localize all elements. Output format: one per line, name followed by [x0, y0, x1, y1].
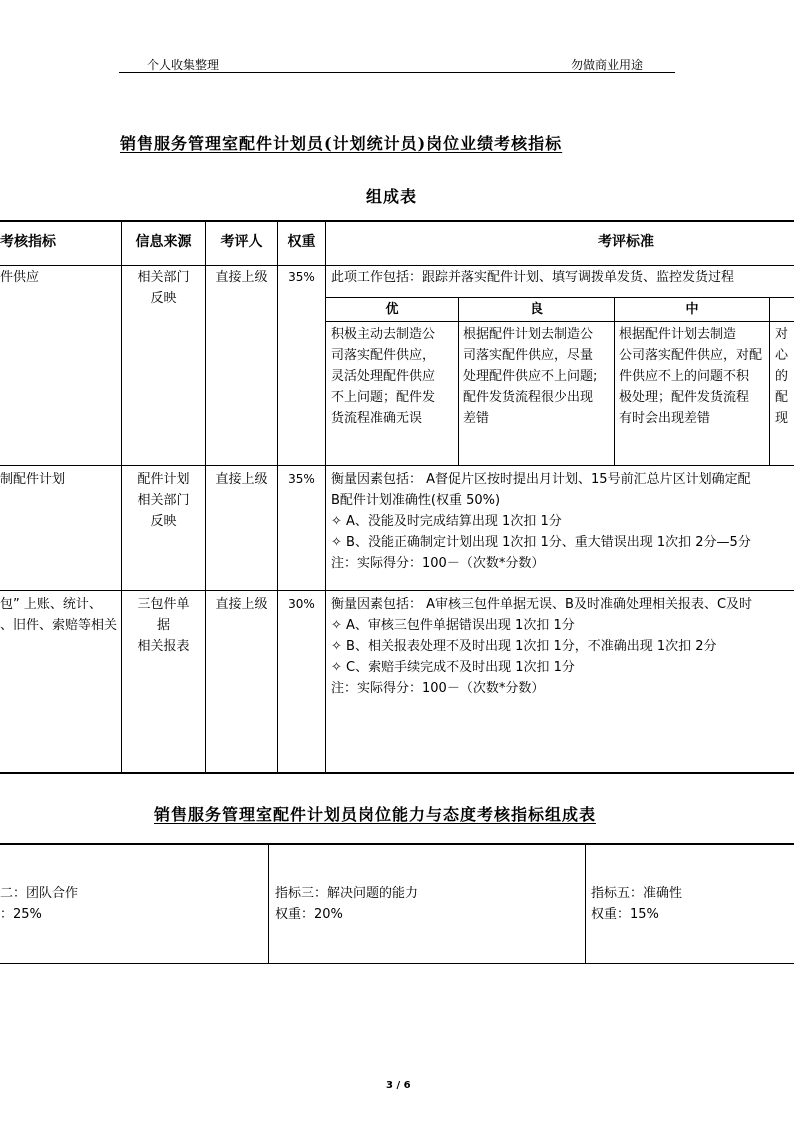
- grade-liang: 良: [529, 302, 543, 317]
- cha-text-1: 对: [775, 327, 789, 342]
- row2-indicator: 制配件计划: [0, 472, 66, 487]
- you-text-1: 积极主动去制造公: [331, 327, 436, 342]
- row3-line-3: ✧ B、相关报表处理不及时出现 1次扣 1分，不准确出现 1次扣 2分: [331, 639, 717, 654]
- col-indicator: 考核指标: [0, 234, 56, 250]
- row1-source-1: 相关部门: [137, 270, 190, 285]
- row3-source-1: 三包件单: [137, 597, 190, 612]
- cha-text-2: 心: [775, 348, 789, 363]
- col-criteria: 考评标准: [598, 234, 654, 250]
- ability-2-weight: 权重：20%: [275, 907, 343, 922]
- grade-zhong: 中: [685, 302, 699, 317]
- liang-text-4: 配件发货流程很少出现: [463, 390, 594, 405]
- zhong-text-5: 有时会出现差错: [619, 411, 711, 426]
- row3-source-2: 据: [156, 618, 170, 633]
- you-text-5: 货流程准确无误: [331, 411, 423, 426]
- doc-title: 销售服务管理室配件计划员(计划统计员)岗位业绩考核指标: [120, 134, 563, 153]
- you-text-4: 不上问题；配件发: [331, 390, 436, 405]
- zhong-text-2: 公司落实配件供应，对配: [619, 348, 763, 363]
- header-rule: [119, 72, 675, 73]
- ability-3-name: 指标五：准确性: [591, 886, 683, 901]
- cha-text-3: 的: [775, 369, 789, 384]
- row2-line-4: ✧ B、没能正确制定计划出现 1次扣 1分、重大错误出现 1次扣 2分—5分: [331, 535, 751, 550]
- row2-line-3: ✧ A、没能及时完成结算出现 1次扣 1分: [331, 514, 562, 529]
- row2-source-3: 反映: [150, 514, 177, 529]
- ability-2-name: 指标三：解决问题的能力: [275, 886, 419, 901]
- ability-1-name: 二：团队合作: [0, 886, 79, 901]
- section-title: 销售服务管理室配件计划员岗位能力与态度考核指标组成表: [154, 805, 597, 824]
- liang-text-1: 根据配件计划去制造公: [463, 327, 594, 342]
- liang-text-3: 处理配件供应不上问题;: [463, 369, 598, 384]
- row2-line-5: 注：实际得分：100－（次数*分数）: [331, 556, 545, 571]
- zhong-text-3: 件供应不上的问题不积: [619, 369, 750, 384]
- row3-evaluator: 直接上级: [215, 597, 268, 612]
- row3-source-3: 相关报表: [137, 639, 190, 654]
- row2-weight: 35%: [288, 472, 315, 486]
- row3-weight: 30%: [288, 597, 315, 611]
- row1-source-2: 反映: [150, 291, 177, 306]
- row1-weight: 35%: [288, 270, 315, 284]
- row3-line-2: ✧ A、审核三包件单据错误出现 1次扣 1分: [331, 618, 575, 633]
- zhong-text-1: 根据配件计划去制造: [619, 327, 737, 342]
- liang-text-2: 司落实配件供应，尽量: [463, 348, 594, 363]
- row3-line-4: ✧ C、索赔手续完成不及时出现 1次扣 1分: [331, 660, 575, 675]
- col-weight: 权重: [287, 234, 316, 250]
- doc-title-line2: 组成表: [366, 187, 418, 206]
- row2-evaluator: 直接上级: [215, 472, 268, 487]
- header-left: 个人收集整理: [147, 58, 220, 72]
- you-text-2: 司落实配件供应，: [331, 348, 436, 363]
- header-right: 勿做商业用途: [571, 58, 644, 72]
- zhong-text-4: 极处理；配件发货流程: [619, 390, 750, 405]
- col-evaluator: 考评人: [220, 234, 263, 250]
- row2-line-1: 衡量因素包括： A督促片区按时提出月计划、15号前汇总片区计划确定配: [331, 472, 751, 487]
- cha-text-5: 现: [775, 411, 789, 426]
- col-source: 信息来源: [135, 234, 192, 250]
- row3-indicator-2: 、旧件、索赔等相关: [0, 618, 118, 633]
- row1-evaluator: 直接上级: [215, 270, 268, 285]
- ability-1-weight: ：25%: [0, 907, 42, 922]
- row2-source-2: 相关部门: [137, 493, 190, 508]
- row1-indicator: 件供应: [0, 270, 40, 285]
- row3-indicator-1: 包” 上账、统计、: [0, 597, 102, 612]
- row2-source-1: 配件计划: [137, 472, 190, 487]
- grade-you: 优: [385, 302, 399, 317]
- ability-3-weight: 权重：15%: [591, 907, 659, 922]
- you-text-3: 灵活处理配件供应: [331, 369, 436, 384]
- page-number: 3 / 6: [386, 1080, 411, 1091]
- liang-text-5: 差错: [463, 411, 490, 426]
- cha-text-4: 配: [775, 390, 789, 405]
- row3-line-1: 衡量因素包括： A审核三包件单据无误、B及时准确处理相关报表、C及时: [331, 597, 753, 612]
- row2-line-2: B配件计划准确性(权重 50%): [331, 493, 501, 508]
- row3-line-5: 注：实际得分：100－（次数*分数）: [331, 681, 545, 696]
- row1-intro: 此项工作包括：跟踪并落实配件计划、填写调拨单发货、监控发货过程: [331, 270, 735, 285]
